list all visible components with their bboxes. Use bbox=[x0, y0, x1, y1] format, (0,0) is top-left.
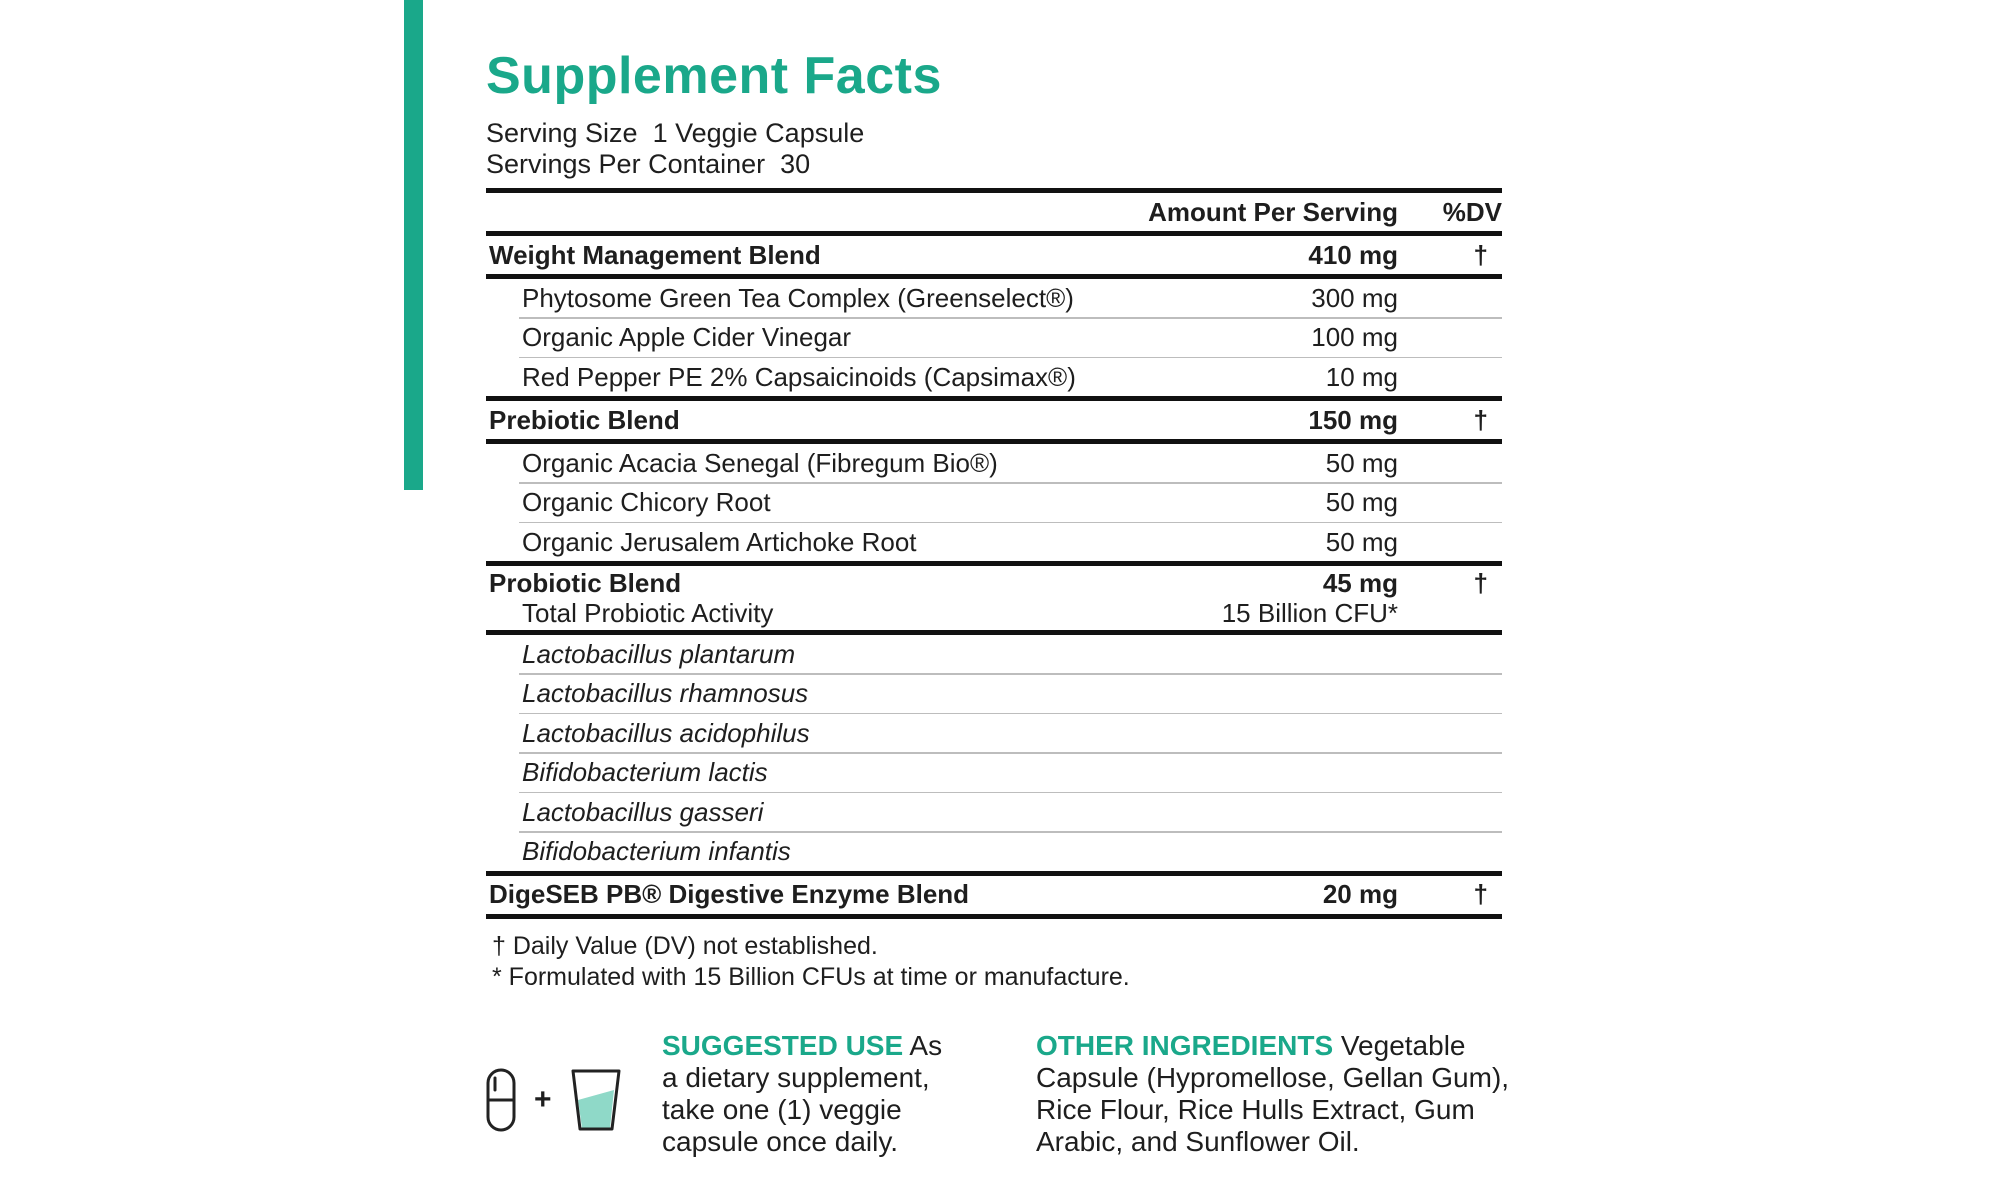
serving-size: Serving Size 1 Veggie Capsule bbox=[486, 118, 865, 148]
ingredient-row bbox=[486, 523, 1502, 561]
strain-row bbox=[486, 754, 1502, 792]
usage-icons bbox=[486, 1068, 622, 1132]
footnote-dv: † Daily Value (DV) not established. bbox=[492, 931, 878, 960]
dv-header: %DV bbox=[1442, 196, 1502, 227]
other-ingredients-text: Vegetable Capsule (Hypromellose, Gellan Gum), Rice Flour, Rice Hulls Extract, Gum Arabic, and Sunflower Oil. bbox=[1036, 1030, 1510, 1157]
ingredient-row bbox=[486, 484, 1502, 522]
blend-amount: 150 mg bbox=[1308, 404, 1398, 435]
strain-row bbox=[486, 675, 1502, 713]
strain-name: Bifidobacterium lactis bbox=[522, 757, 768, 787]
ingredient-row bbox=[486, 358, 1502, 396]
plus-sign: + bbox=[534, 1083, 552, 1116]
usage-section bbox=[486, 1030, 1516, 1170]
strain-name: Bifidobacterium infantis bbox=[522, 836, 791, 866]
ingredient-amount: 50 mg bbox=[1325, 447, 1398, 478]
serving-info bbox=[486, 118, 1502, 180]
suggested-use-text: As a dietary supplement, take one (1) veggie capsule once daily. bbox=[662, 1030, 943, 1157]
blend-name: DigeSEB PB® Digestive Enzyme Blend bbox=[489, 879, 970, 909]
blend-dv: † bbox=[1473, 239, 1488, 270]
ingredient-row bbox=[486, 319, 1502, 357]
blend-row-prebiotic bbox=[486, 401, 1502, 439]
blend-dv: † bbox=[1473, 879, 1488, 909]
amount-header: Amount Per Serving bbox=[1148, 196, 1398, 227]
strain-name: Lactobacillus plantarum bbox=[522, 638, 796, 669]
strain-name: Lactobacillus acidophilus bbox=[522, 717, 810, 748]
ingredient-amount: 50 mg bbox=[1325, 487, 1398, 517]
ingredient-row bbox=[486, 444, 1502, 482]
ingredient-amount: 10 mg bbox=[1325, 361, 1398, 392]
strain-row bbox=[486, 714, 1502, 752]
suggested-use bbox=[662, 1030, 962, 1158]
strain-name: Lactobacillus gasseri bbox=[522, 796, 764, 827]
blend-row-digestive-enzyme bbox=[486, 876, 1502, 914]
servings-per-container: Servings Per Container 30 bbox=[486, 149, 811, 179]
ingredient-name: Red Pepper PE 2% Capsaicinoids (Capsimax®) bbox=[522, 361, 1076, 392]
probiotic-activity-value: 15 Billion CFU* bbox=[1221, 597, 1398, 628]
probiotic-activity-label: Total Probiotic Activity bbox=[522, 597, 774, 628]
ingredient-amount: 50 mg bbox=[1325, 526, 1398, 557]
blend-dv: † bbox=[1473, 404, 1488, 435]
accent-bar bbox=[404, 0, 423, 490]
ingredient-name: Organic Chicory Root bbox=[522, 487, 771, 517]
divider bbox=[486, 914, 1502, 919]
supplement-facts-panel bbox=[486, 46, 1502, 993]
ingredient-amount: 300 mg bbox=[1311, 282, 1398, 313]
water-cup-icon bbox=[570, 1068, 622, 1132]
strain-name: Lactobacillus rhamnosus bbox=[522, 678, 809, 708]
blend-name: Prebiotic Blend bbox=[489, 404, 680, 435]
facts-table bbox=[486, 188, 1502, 919]
blend-row-weight-management bbox=[486, 236, 1502, 274]
footnote-cfu: * Formulated with 15 Billion CFUs at time or manufacture. bbox=[492, 962, 1130, 991]
table-header bbox=[486, 193, 1502, 231]
ingredient-name: Organic Jerusalem Artichoke Root bbox=[522, 526, 917, 557]
page-title: Supplement Facts bbox=[486, 47, 942, 105]
blend-dv: † bbox=[1473, 567, 1488, 598]
ingredient-amount: 100 mg bbox=[1311, 322, 1398, 352]
other-ingredients bbox=[1036, 1030, 1536, 1158]
blend-amount: 410 mg bbox=[1308, 239, 1398, 270]
ingredient-name: Organic Acacia Senegal (Fibregum Bio®) bbox=[522, 447, 998, 478]
blend-name: Weight Management Blend bbox=[489, 239, 821, 270]
strain-row bbox=[486, 793, 1502, 831]
suggested-use-label: SUGGESTED USE bbox=[662, 1030, 904, 1061]
ingredient-name: Organic Apple Cider Vinegar bbox=[522, 322, 852, 352]
other-ingredients-label: OTHER INGREDIENTS bbox=[1036, 1030, 1334, 1061]
ingredient-name: Phytosome Green Tea Complex (Greenselect®) bbox=[522, 282, 1074, 313]
blend-amount: 45 mg bbox=[1322, 567, 1398, 598]
blend-amount: 20 mg bbox=[1322, 879, 1398, 909]
capsule-icon bbox=[486, 1068, 516, 1132]
blend-row-probiotic bbox=[486, 566, 1502, 630]
strain-row bbox=[486, 833, 1502, 871]
strain-row bbox=[486, 635, 1502, 673]
footnotes bbox=[486, 931, 1502, 993]
ingredient-row bbox=[486, 279, 1502, 317]
blend-name: Probiotic Blend bbox=[489, 567, 682, 598]
